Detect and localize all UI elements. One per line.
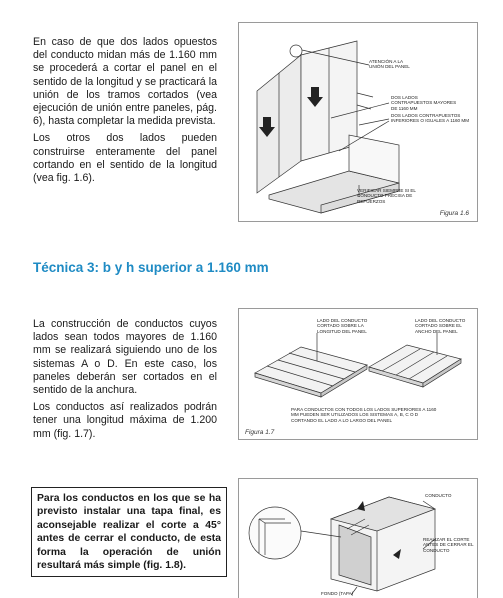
section1-paragraph2: Los otros dos lados pueden construirse enteramente del panel cortando en el sentido de la longitud (vea fig. 1.6). <box>33 132 217 185</box>
fig18-label-bottom: FONDO (TAPA) <box>321 591 354 596</box>
section2-heading: Técnica 3: b y h superior a 1.160 mm <box>33 260 269 275</box>
fig16-label-attention: ATENCIÓN A LA UNIÓN DEL PANEL <box>369 59 410 70</box>
fig17-label-left: LADO DEL CONDUCTO CORTADO SOBRE LA LONGITUD DEL PANEL <box>317 318 368 334</box>
fig16-label-two-smaller: DOS LADOS CONTRAPUESTOS INFERIORES O IGUALES A 1160 MM <box>391 113 470 124</box>
figure-1-6 <box>238 22 478 222</box>
section2-paragraph2: Los conductos así realizados podrán tener una longitud máxima de 1.200 mm (fig. 1.7). <box>33 401 217 440</box>
fig16-label-two-greater: DOS LADOS CONTRAPUESTOS MAYORES DE 1160 MM <box>391 95 457 111</box>
section3-callout: Para los conductos en los que se ha previsto instalar una tapa final, es aconsejable realizar el corte a 45° antes de cerrar el conducto, de esta forma la operación de unión resultará más simple (fig. 1.8). <box>31 487 227 577</box>
fig18-label-duct: CONDUCTO <box>425 493 452 498</box>
figure-1-7 <box>238 308 478 440</box>
fig17-label-bottom: PARA CONDUCTOS CON TODOS LOS LADOS SUPERIORES A 1160 MM PUEDEN SER UTILIZADOS LOS SISTEMAS A, B, C O D CORTANDO EL LADO A LO LARGO DEL PANEL <box>291 407 437 423</box>
fig17-caption: Figura 1.7 <box>245 429 275 436</box>
fig16-caption: Figura 1.6 <box>439 210 469 217</box>
fig16-label-verify: VERIFICAR SIEMPRE SI EL CONDUCTO PRECISA DE REFUERZOS <box>357 188 416 204</box>
section1-text <box>33 36 217 189</box>
section2-text <box>33 318 217 445</box>
figure-1-8 <box>238 478 478 598</box>
section1-paragraph1: En caso de que dos lados opuestos del conducto midan más de 1.160 mm se procederá a cortar el panel en el sentido de la longitud y se practicará la unión de los tramos cortados (vea ejecución de unión entre paneles, pág. 6), hasta completar la medida prevista. <box>33 36 217 128</box>
fig18-label-cut: REALIZAR EL CORTE ANTES DE CERRAR EL CONDUCTO <box>423 537 474 553</box>
section2-paragraph1: La construcción de conductos cuyos lados sean todos mayores de 1.160 mm se realizará siguiendo uno de los sistemas A o D. En este caso, los paneles deberán ser cortados en el sentido de la anchura. <box>33 318 217 397</box>
fig17-label-right: LADO DEL CONDUCTO CORTADO SOBRE EL ANCHO DEL PANEL <box>415 318 466 334</box>
